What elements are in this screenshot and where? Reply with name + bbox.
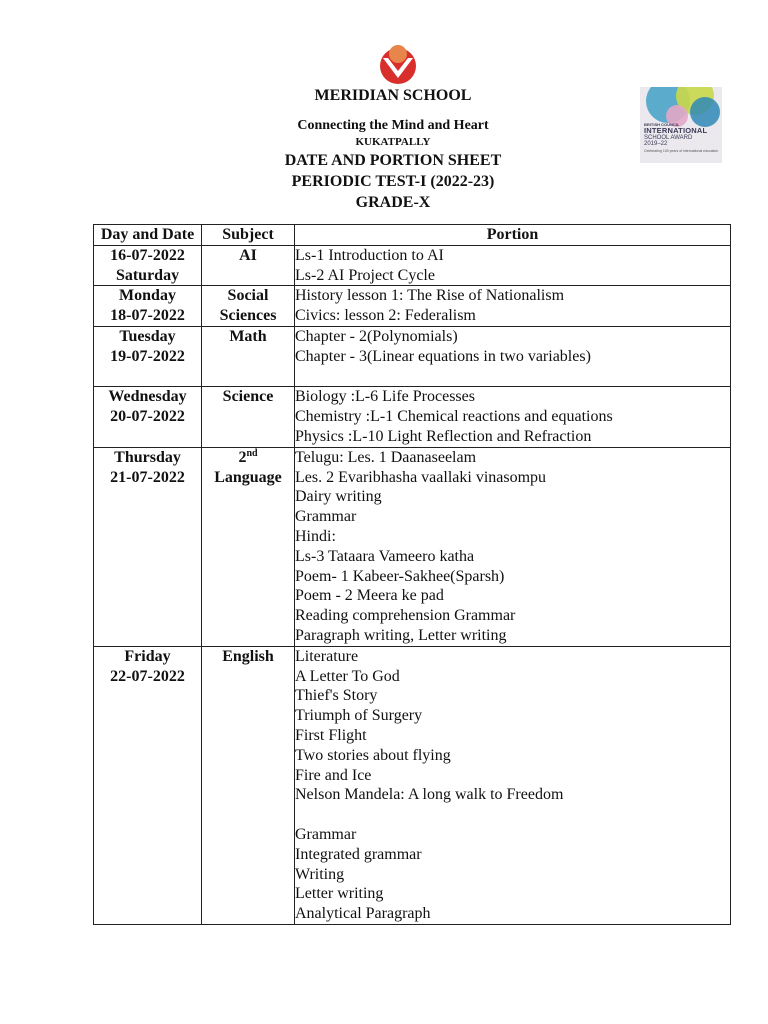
crest-top-dot: [389, 45, 407, 63]
portion-line: Integrated grammar: [295, 845, 422, 863]
subject-text: Language: [214, 468, 282, 486]
portion-cell: [295, 447, 731, 646]
portion-line: Ls-2 AI Project Cycle: [295, 266, 435, 284]
portion-line: Two stories about flying: [295, 746, 451, 764]
table-header-row: [94, 225, 731, 246]
portion-line: Les. 2 Evaribhasha vaallaki vinasompu: [295, 468, 547, 486]
portion-table: [93, 224, 731, 925]
portion-line: Ls-1 Introduction to AI: [295, 246, 444, 264]
day-text: Wednesday: [108, 388, 187, 406]
portion-line: Poem- 1 Kabeer-Sakhee(Sparsh): [295, 567, 505, 585]
portion-line: Analytical Paragraph: [295, 905, 431, 923]
subject-text: Math: [229, 327, 267, 345]
school-location: KUKATPALLY: [355, 136, 431, 148]
portion-line: Chapter - 2(Polynomials): [295, 327, 458, 345]
table-row: [94, 646, 731, 924]
test-name: PERIODIC TEST-I (2022-23): [291, 173, 495, 190]
portion-line: Dairy writing: [295, 488, 382, 506]
portion-line: Reading comprehension Grammar: [295, 607, 516, 625]
day-text: Saturday: [115, 266, 180, 284]
day-text: 20-07-2022: [110, 408, 185, 426]
portion-line: Chapter - 3(Linear equations in two variables): [295, 347, 591, 365]
subject-text: English: [222, 647, 274, 665]
portion-line: Ls-3 Tataara Vameero katha: [295, 547, 475, 565]
column-header-subject: Subject: [202, 225, 295, 246]
badge-line1: BRITISH COUNCIL: [644, 122, 680, 127]
portion-cell: [295, 245, 731, 286]
table-row: [94, 447, 731, 646]
school-tagline: Connecting the Mind and Heart: [297, 118, 489, 133]
portion-cell: [295, 326, 731, 386]
badge-line5: Celebrating 100 years of international education: [644, 148, 719, 153]
day-text: Tuesday: [119, 327, 176, 345]
column-header-portion: Portion: [295, 225, 731, 246]
portion-line: Thief's Story: [295, 687, 378, 705]
day-text: 19-07-2022: [110, 347, 185, 365]
subject-text: Social: [227, 287, 269, 305]
subject-text: Sciences: [219, 307, 277, 325]
table-row: [94, 245, 731, 286]
subject-cell: [202, 387, 295, 447]
portion-line: Biology :L-6 Life Processes: [295, 388, 475, 406]
portion-line: Chemistry :L-1 Chemical reactions and equations: [295, 408, 613, 426]
portion-line: Triumph of Surgery: [295, 707, 423, 725]
day-text: 21-07-2022: [110, 468, 185, 486]
day-cell: [94, 286, 202, 327]
day-text: Friday: [124, 647, 171, 665]
table-row: [94, 387, 731, 447]
day-cell: [94, 326, 202, 386]
portion-line: Grammar: [295, 508, 357, 526]
subject-number: 2: [238, 448, 247, 466]
table-row: [94, 326, 731, 386]
subject-cell: [202, 646, 295, 924]
subject-cell: [202, 447, 295, 646]
portion-line: Civics: lesson 2: Federalism: [295, 307, 476, 325]
subject-ordinal-suffix: nd: [246, 447, 258, 459]
portion-blank-line: [295, 805, 730, 825]
badge-line4: 2019–22: [644, 141, 668, 148]
portion-blank-line: [295, 367, 730, 387]
portion-line: Literature: [295, 647, 359, 665]
portion-line: Paragraph writing, Letter writing: [295, 626, 507, 644]
portion-line: Grammar: [295, 825, 357, 843]
day-cell: [94, 245, 202, 286]
day-text: 22-07-2022: [110, 667, 185, 685]
portion-line: History lesson 1: The Rise of Nationalism: [295, 287, 565, 305]
school-name: MERIDIAN SCHOOL: [314, 87, 472, 104]
day-text: 18-07-2022: [110, 307, 185, 325]
portion-cell: [295, 286, 731, 327]
portion-line: Physics :L-10 Light Reflection and Refraction: [295, 427, 592, 445]
day-text: 16-07-2022: [110, 246, 185, 264]
subject-cell: [202, 286, 295, 327]
portion-cell: [295, 387, 731, 447]
day-text: Monday: [119, 287, 176, 305]
badge-line2: INTERNATIONAL: [644, 126, 708, 136]
portion-line: Hindi:: [295, 527, 336, 545]
portion-line: First Flight: [295, 726, 367, 744]
portion-line: Poem - 2 Meera ke pad: [295, 587, 444, 605]
sheet-title: DATE AND PORTION SHEET: [284, 152, 502, 169]
day-cell: [94, 447, 202, 646]
subject-text: Science: [222, 388, 274, 406]
subject-cell: [202, 245, 295, 286]
school-crest-icon: [378, 42, 418, 86]
portion-cell: [295, 646, 731, 924]
portion-line: Fire and Ice: [295, 766, 372, 784]
day-cell: [94, 387, 202, 447]
grade-label: GRADE-X: [355, 194, 431, 211]
portion-line: Letter writing: [295, 885, 384, 903]
day-text: Thursday: [114, 448, 181, 466]
portion-line: Writing: [295, 865, 345, 883]
column-header-day: Day and Date: [94, 225, 202, 246]
subject-cell: [202, 326, 295, 386]
table-row: [94, 286, 731, 327]
portion-line: Nelson Mandela: A long walk to Freedom: [295, 786, 564, 804]
portion-line: Telugu: Les. 1 Daanaseelam: [295, 448, 477, 466]
portion-line: A Letter To God: [295, 667, 400, 685]
day-cell: [94, 646, 202, 924]
subject-text: AI: [239, 246, 257, 264]
badge-line3: SCHOOL AWARD: [644, 135, 693, 142]
subject-text: [202, 448, 294, 468]
